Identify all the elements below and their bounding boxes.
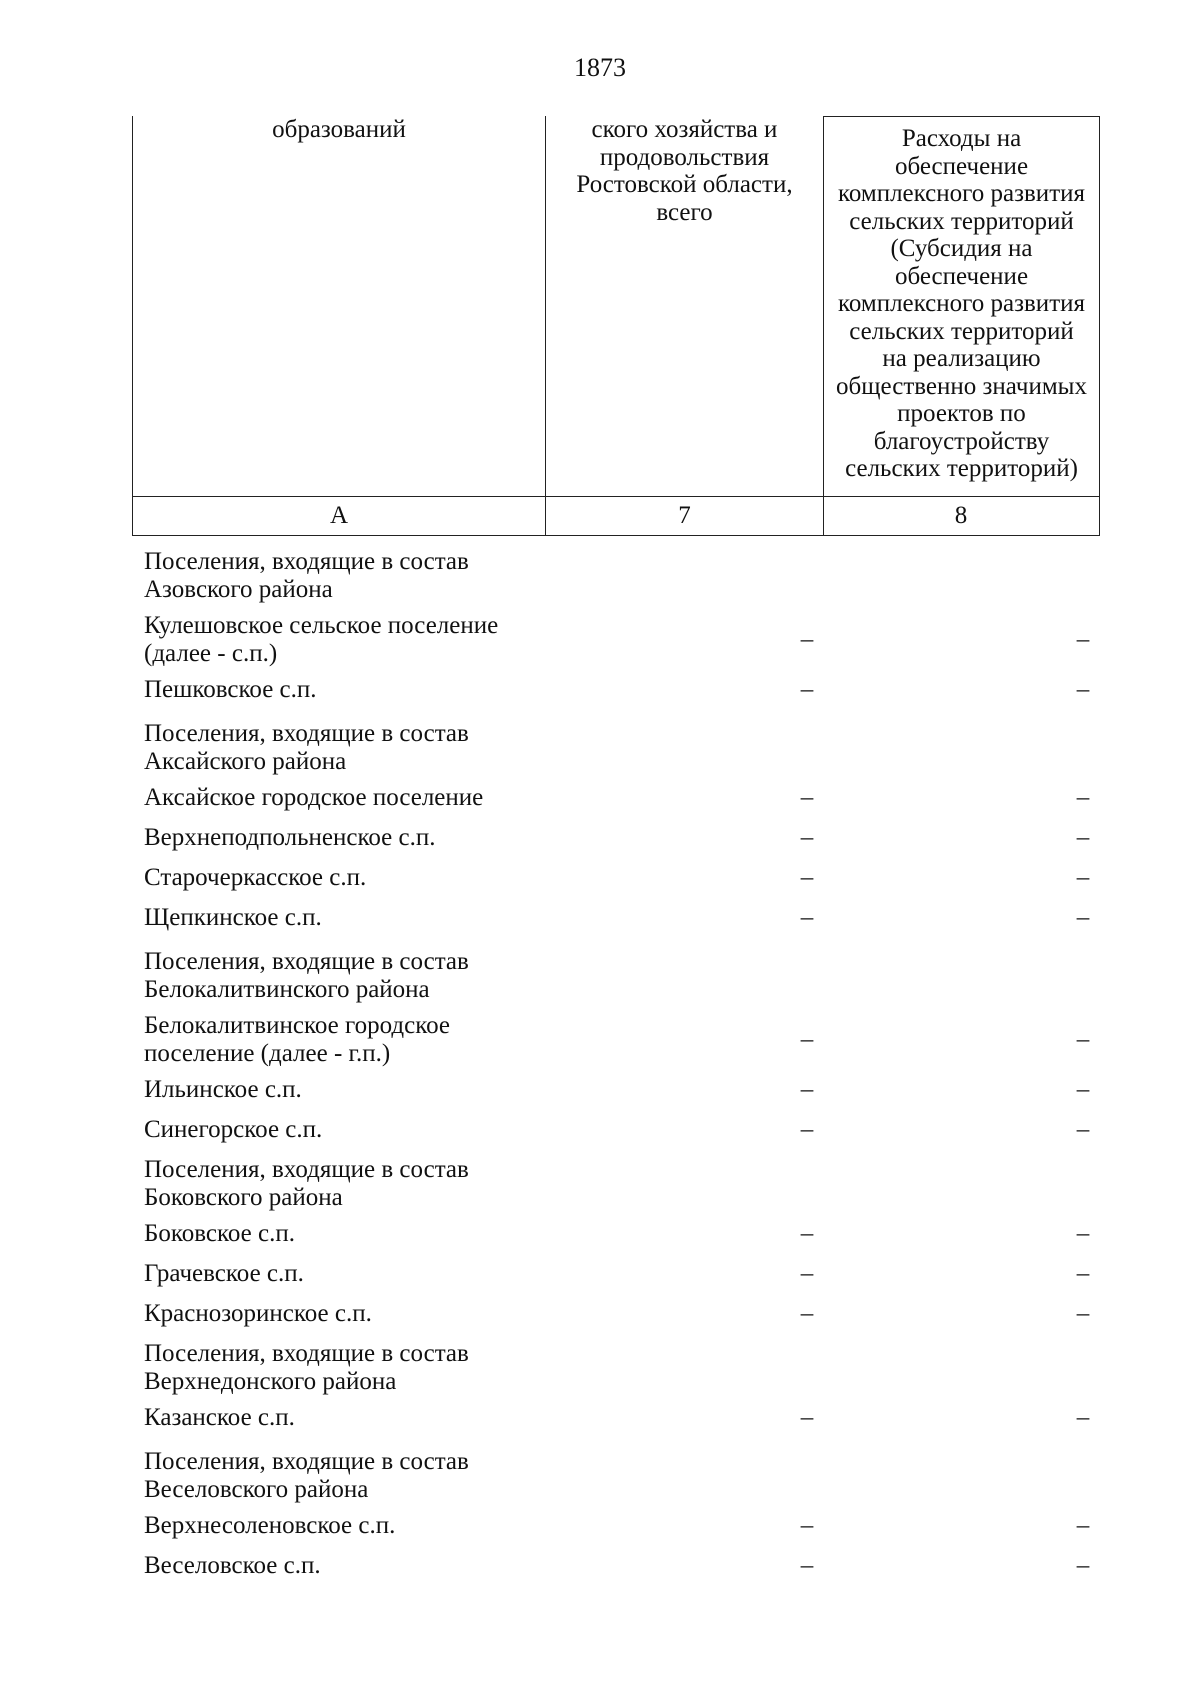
settlement-name: Боковское с.п. (144, 1220, 295, 1247)
value-col-8: – (1076, 1552, 1090, 1579)
settlement-name: Синегорское с.п. (144, 1116, 323, 1143)
header-col-a: образований (132, 116, 545, 496)
value-col-8: – (1076, 1260, 1090, 1287)
header-col-7: ского хозяйства и продовольствия Ростовской области, всего (545, 116, 823, 496)
settlement-name: Пешковское с.п. (144, 676, 317, 703)
settlement-name: Поселения, входящие в состав Веселовского района (144, 1448, 469, 1503)
value-col-7: – (800, 1076, 814, 1103)
column-number-7: 7 (546, 497, 824, 535)
value-col-7: – (800, 784, 814, 811)
value-col-7: – (800, 1512, 814, 1539)
settlement-name: Грачевское с.п. (144, 1260, 304, 1287)
column-number-a: А (133, 497, 546, 535)
value-col-7: – (800, 824, 814, 851)
value-col-7: – (800, 1116, 814, 1143)
column-number-row (132, 496, 1100, 536)
value-col-7: – (800, 1552, 814, 1579)
value-col-8: – (1076, 864, 1090, 891)
settlement-name: Щепкинское с.п. (144, 904, 322, 931)
value-col-8: – (1076, 1404, 1090, 1431)
settlement-name: Аксайское городское поселение (144, 784, 484, 811)
settlement-name: Поселения, входящие в состав Верхнедонского района (144, 1340, 469, 1395)
value-col-8: – (1076, 1220, 1090, 1247)
value-col-7: – (800, 904, 814, 931)
settlement-name: Веселовское с.п. (144, 1552, 321, 1579)
settlement-name: Кулешовское сельское поселение (далее - с.п.) (144, 612, 499, 667)
value-col-8: – (1076, 626, 1090, 653)
settlement-name: Ильинское с.п. (144, 1076, 302, 1103)
value-col-7: – (800, 1026, 814, 1053)
value-col-8: – (1076, 1512, 1090, 1539)
value-col-7: – (800, 1404, 814, 1431)
value-col-7: – (800, 864, 814, 891)
value-col-8: – (1076, 1300, 1090, 1327)
settlement-name: Казанское с.п. (144, 1404, 295, 1431)
settlement-name: Поселения, входящие в состав Белокалитвинского района (144, 948, 469, 1003)
value-col-8: – (1076, 676, 1090, 703)
settlement-name: Верхнеподпольненское с.п. (144, 824, 436, 851)
page-number: 1873 (574, 53, 626, 82)
header-col-8: Расходы на обеспечение комплексного развития сельских территорий (Субсидия на обеспечение комплексного развития сельских территорий на реализацию общественно значимых проектов по благоустройству сельских территорий) (823, 116, 1100, 496)
settlement-name: Белокалитвинское городское поселение (далее - г.п.) (144, 1012, 450, 1067)
settlement-name: Поселения, входящие в состав Азовского района (144, 548, 469, 603)
value-col-8: – (1076, 824, 1090, 851)
value-col-7: – (800, 1300, 814, 1327)
value-col-7: – (800, 676, 814, 703)
value-col-8: – (1076, 1076, 1090, 1103)
value-col-7: – (800, 1260, 814, 1287)
value-col-8: – (1076, 1026, 1090, 1053)
value-col-7: – (800, 626, 814, 653)
settlement-name: Поселения, входящие в состав Боковского района (144, 1156, 469, 1211)
value-col-7: – (800, 1220, 814, 1247)
settlement-name: Поселения, входящие в состав Аксайского района (144, 720, 469, 775)
settlement-name: Старочеркасское с.п. (144, 864, 367, 891)
settlement-name: Верхнесоленовское с.п. (144, 1512, 396, 1539)
column-number-8: 8 (954, 502, 968, 529)
settlement-name: Краснозоринское с.п. (144, 1300, 372, 1327)
value-col-8: – (1076, 904, 1090, 931)
value-col-8: – (1076, 784, 1090, 811)
value-col-8: – (1076, 1116, 1090, 1143)
